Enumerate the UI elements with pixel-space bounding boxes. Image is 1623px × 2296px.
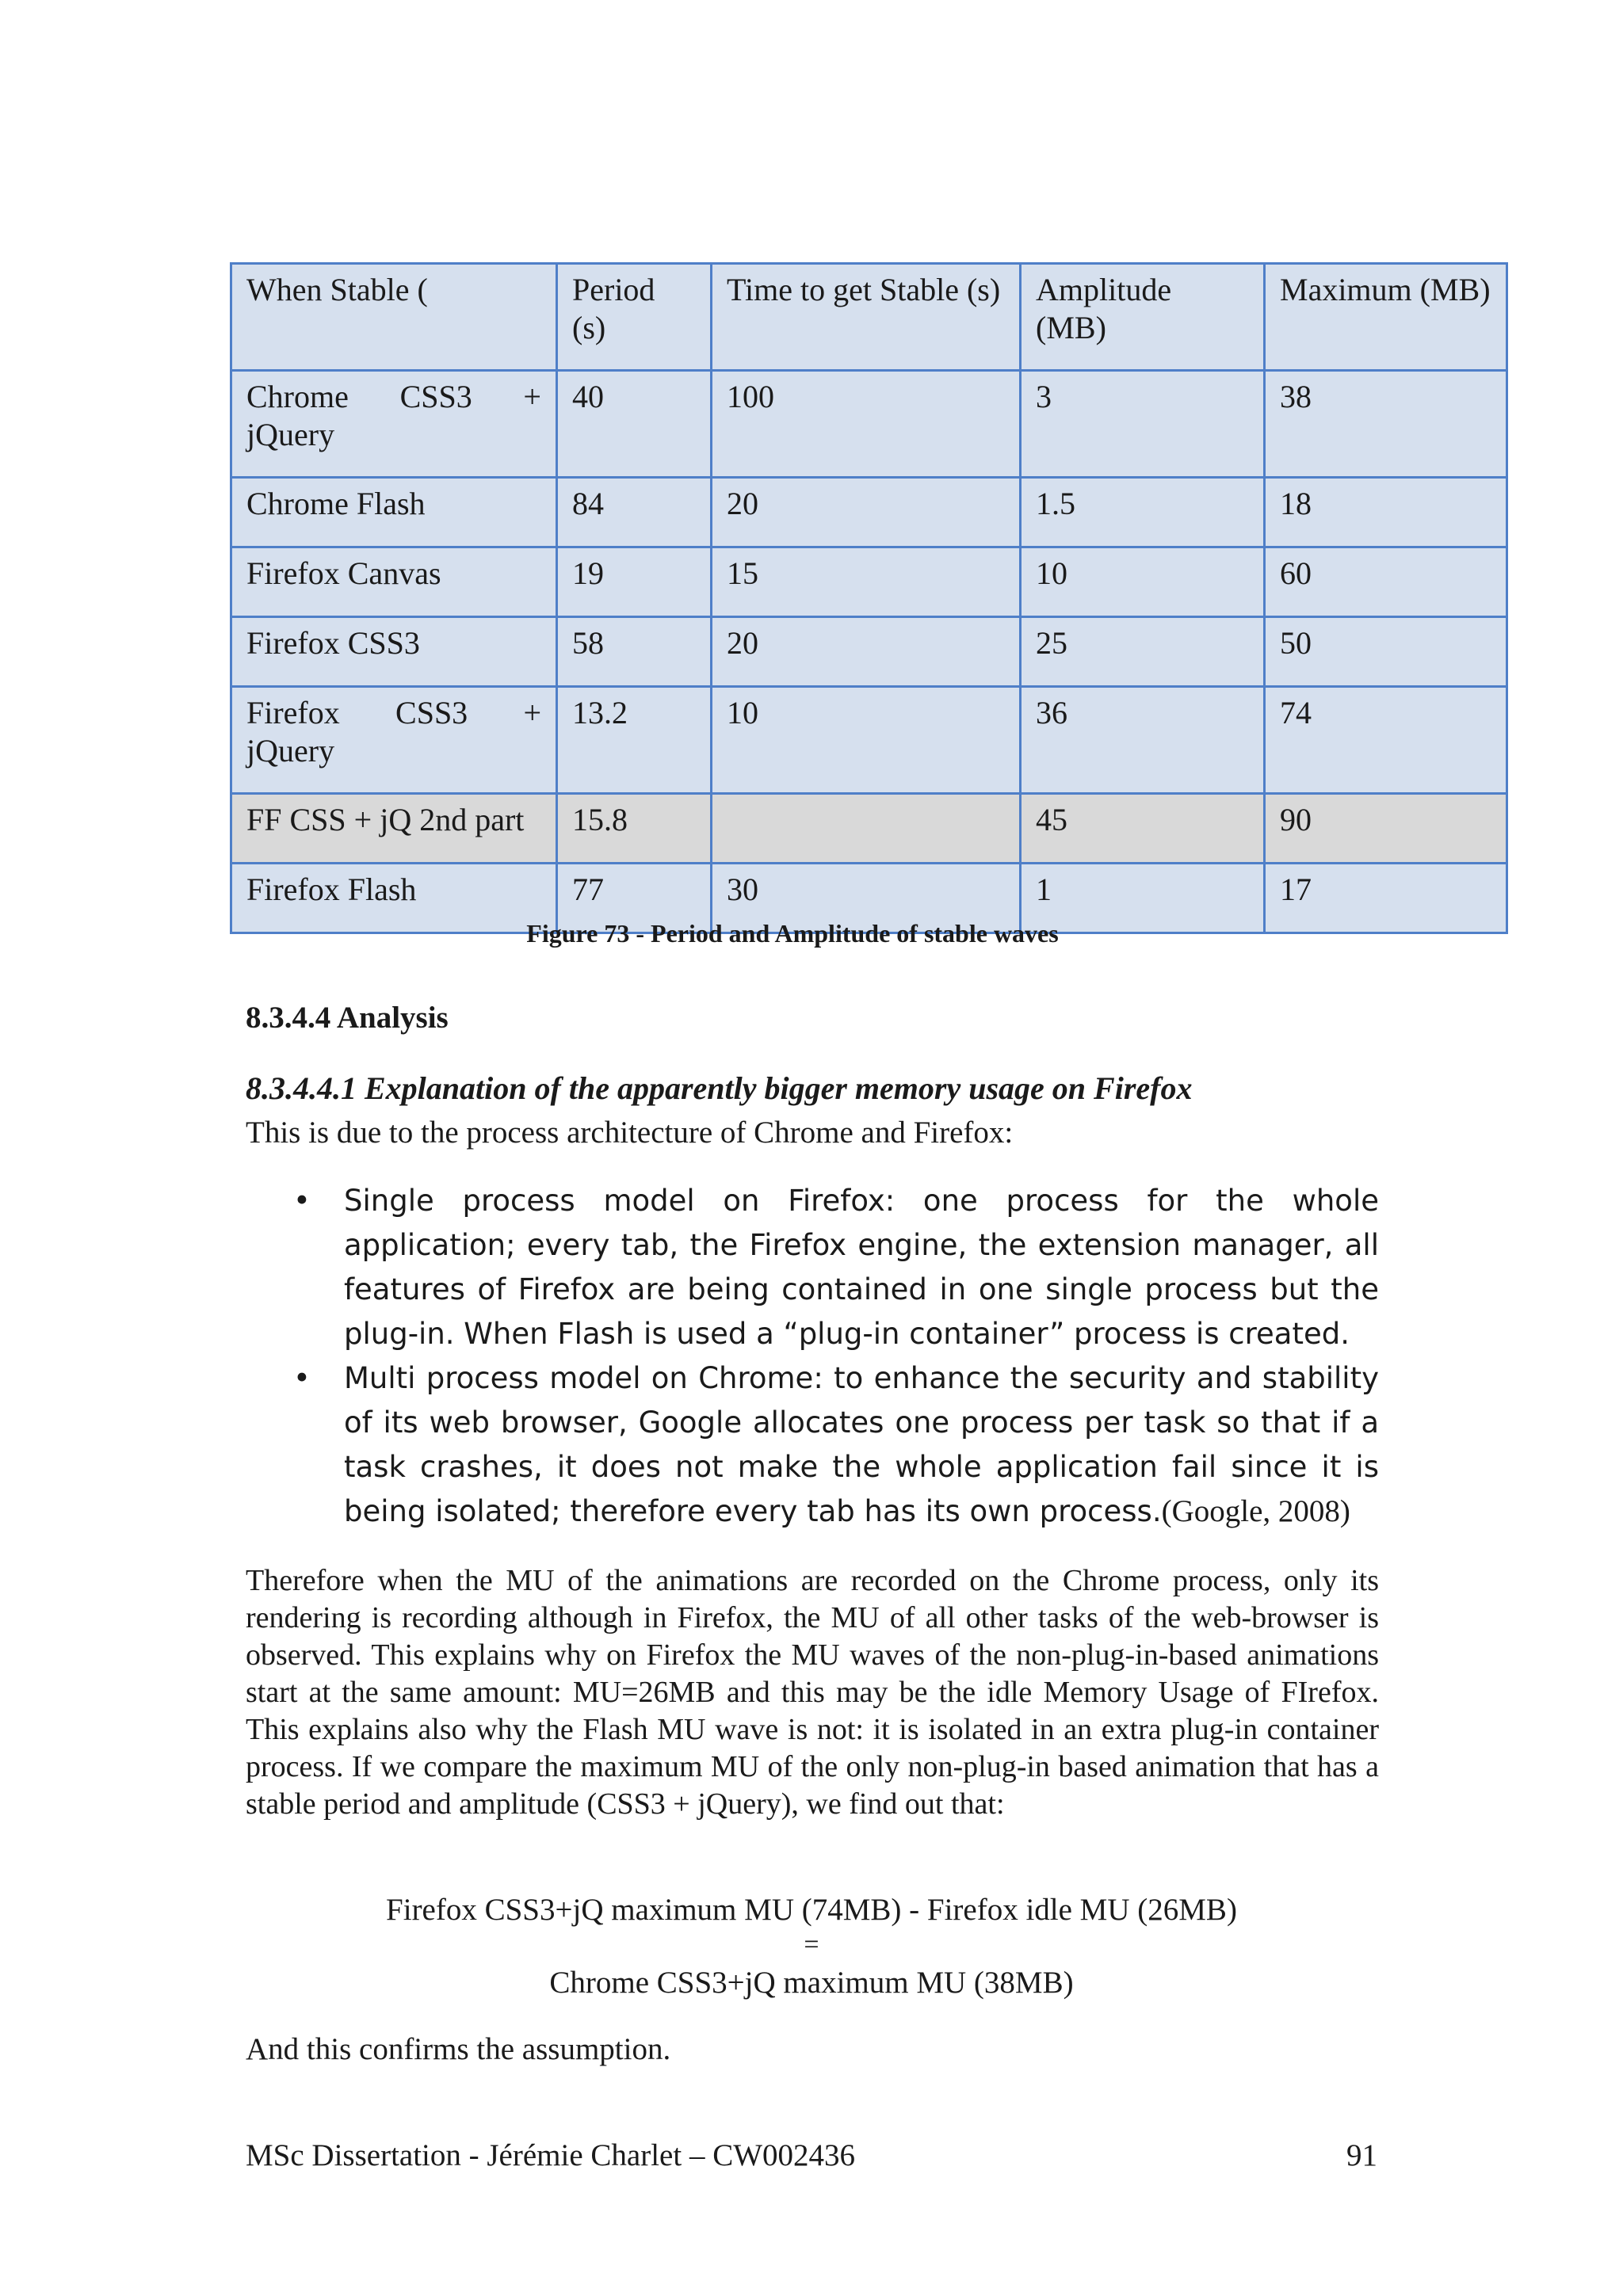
section-heading: 8.3.4.4 Analysis: [246, 1001, 449, 1035]
bullet-icon: •: [293, 1184, 311, 1218]
citation: (Google, 2008): [1161, 1494, 1350, 1528]
table-cell-time: 15: [712, 547, 1021, 617]
header-cell-time-to-stable: Time to get Stable (s): [712, 264, 1021, 371]
table-cell-label: Firefox Flash: [231, 864, 557, 933]
table-row: [231, 617, 1507, 687]
table-cell-time: 30: [712, 864, 1021, 933]
figure-caption-text: Figure 73 - Period and Amplitude of stable waves: [526, 919, 1059, 948]
table-cell-time: 10: [712, 687, 1021, 794]
table-cell-period: 77: [557, 864, 712, 933]
table-cell-maximum: 38: [1265, 371, 1507, 478]
stable-waves-table: [230, 262, 1508, 934]
table-cell-amplitude: 45: [1021, 794, 1265, 864]
table-header-row: [231, 264, 1507, 371]
equation-line-2: Chrome CSS3+jQ maximum MU (38MB): [549, 1966, 1074, 2000]
table-cell-label: Chrome CSS3 + jQuery: [231, 371, 557, 478]
table-cell-maximum: 50: [1265, 617, 1507, 687]
table-cell-maximum: 90: [1265, 794, 1507, 864]
header-cell-amplitude: Amplitude (MB): [1021, 264, 1265, 371]
table-row: [231, 371, 1507, 478]
table-cell-maximum: 18: [1265, 478, 1507, 547]
figure-caption: [0, 919, 1623, 948]
bullet-icon: •: [293, 1361, 311, 1395]
bullet-list: [293, 1179, 1379, 1534]
table-row: [231, 547, 1507, 617]
table-cell-amplitude: 10: [1021, 547, 1265, 617]
bullet-text: Multi process model on Chrome: to enhance the security and stability of its web browser, Google allocates one process per task so that if a task crashes, it does not make the whole application fail since it is being isolated; therefore every tab has its own process.: [344, 1361, 1379, 1528]
table-cell-amplitude: 1: [1021, 864, 1265, 933]
table-cell-label: Firefox Canvas: [231, 547, 557, 617]
list-item: [293, 1179, 1379, 1356]
table-cell-amplitude: 3: [1021, 371, 1265, 478]
table-cell-time: [712, 794, 1021, 864]
header-cell-when-stable: When Stable (: [231, 264, 557, 371]
table-row-highlighted: [231, 794, 1507, 864]
list-item: [293, 1356, 1379, 1534]
table-cell-period: 84: [557, 478, 712, 547]
table-cell-time: 100: [712, 371, 1021, 478]
footer-author: MSc Dissertation - Jérémie Charlet – CW002436: [246, 2138, 856, 2172]
table-cell-amplitude: 25: [1021, 617, 1265, 687]
equation-line-1: Firefox CSS3+jQ maximum MU (74MB) - Firefox idle MU (26MB): [386, 1893, 1237, 1927]
table-cell-maximum: 60: [1265, 547, 1507, 617]
conclusion-sentence: And this confirms the assumption.: [246, 2032, 671, 2066]
subsection-heading: 8.3.4.4.1 Explanation of the apparently bigger memory usage on Firefox: [246, 1070, 1193, 1106]
table-cell-time: 20: [712, 617, 1021, 687]
table-cell-time: 20: [712, 478, 1021, 547]
table-cell-label: Chrome Flash: [231, 478, 557, 547]
body-paragraph: Therefore when the MU of the animations are recorded on the Chrome process, only its rendering is recording although in Firefox, the MU of all other tasks of the web-browser is observed. This explains why on Firefox the MU waves of the non-plug-in-based animations start at the same amount: MU=26MB and this may be the idle Memory Usage of FIrefox. This explains also why the Flash MU wave is not: it is isolated in an extra plug-in container process. If we compare the maximum MU of the only non-plug-in based animation that has a stable period and amplitude (CSS3 + jQuery), we find out that:: [246, 1564, 1379, 1821]
table-cell-amplitude: 36: [1021, 687, 1265, 794]
table-cell-label: Firefox CSS3 + jQuery: [231, 687, 557, 794]
bullet-text: Single process model on Firefox: one process for the whole application; every tab, the Firefox engine, the extension manager, all features of Firefox are being contained in one single process but the plug-in. When Flash is used a “plug-in container” process is created.: [344, 1184, 1379, 1351]
table-cell-label: Firefox CSS3: [231, 617, 557, 687]
table-cell-maximum: 74: [1265, 687, 1507, 794]
page-number: 91: [1346, 2138, 1377, 2172]
table-row: [231, 687, 1507, 794]
equation-equals-sign: =: [804, 1930, 819, 1959]
header-cell-maximum: Maximum (MB): [1265, 264, 1507, 371]
table-cell-period: 15.8: [557, 794, 712, 864]
table-row: [231, 478, 1507, 547]
table-cell-amplitude: 1.5: [1021, 478, 1265, 547]
table-cell-period: 40: [557, 371, 712, 478]
intro-sentence: This is due to the process architecture of Chrome and Firefox:: [246, 1116, 1014, 1150]
table-cell-period: 13.2: [557, 687, 712, 794]
table-cell-period: 19: [557, 547, 712, 617]
table-cell-label: FF CSS + jQ 2nd part: [231, 794, 557, 864]
table-cell-period: 58: [557, 617, 712, 687]
header-cell-period: Period (s): [557, 264, 712, 371]
table-cell-maximum: 17: [1265, 864, 1507, 933]
